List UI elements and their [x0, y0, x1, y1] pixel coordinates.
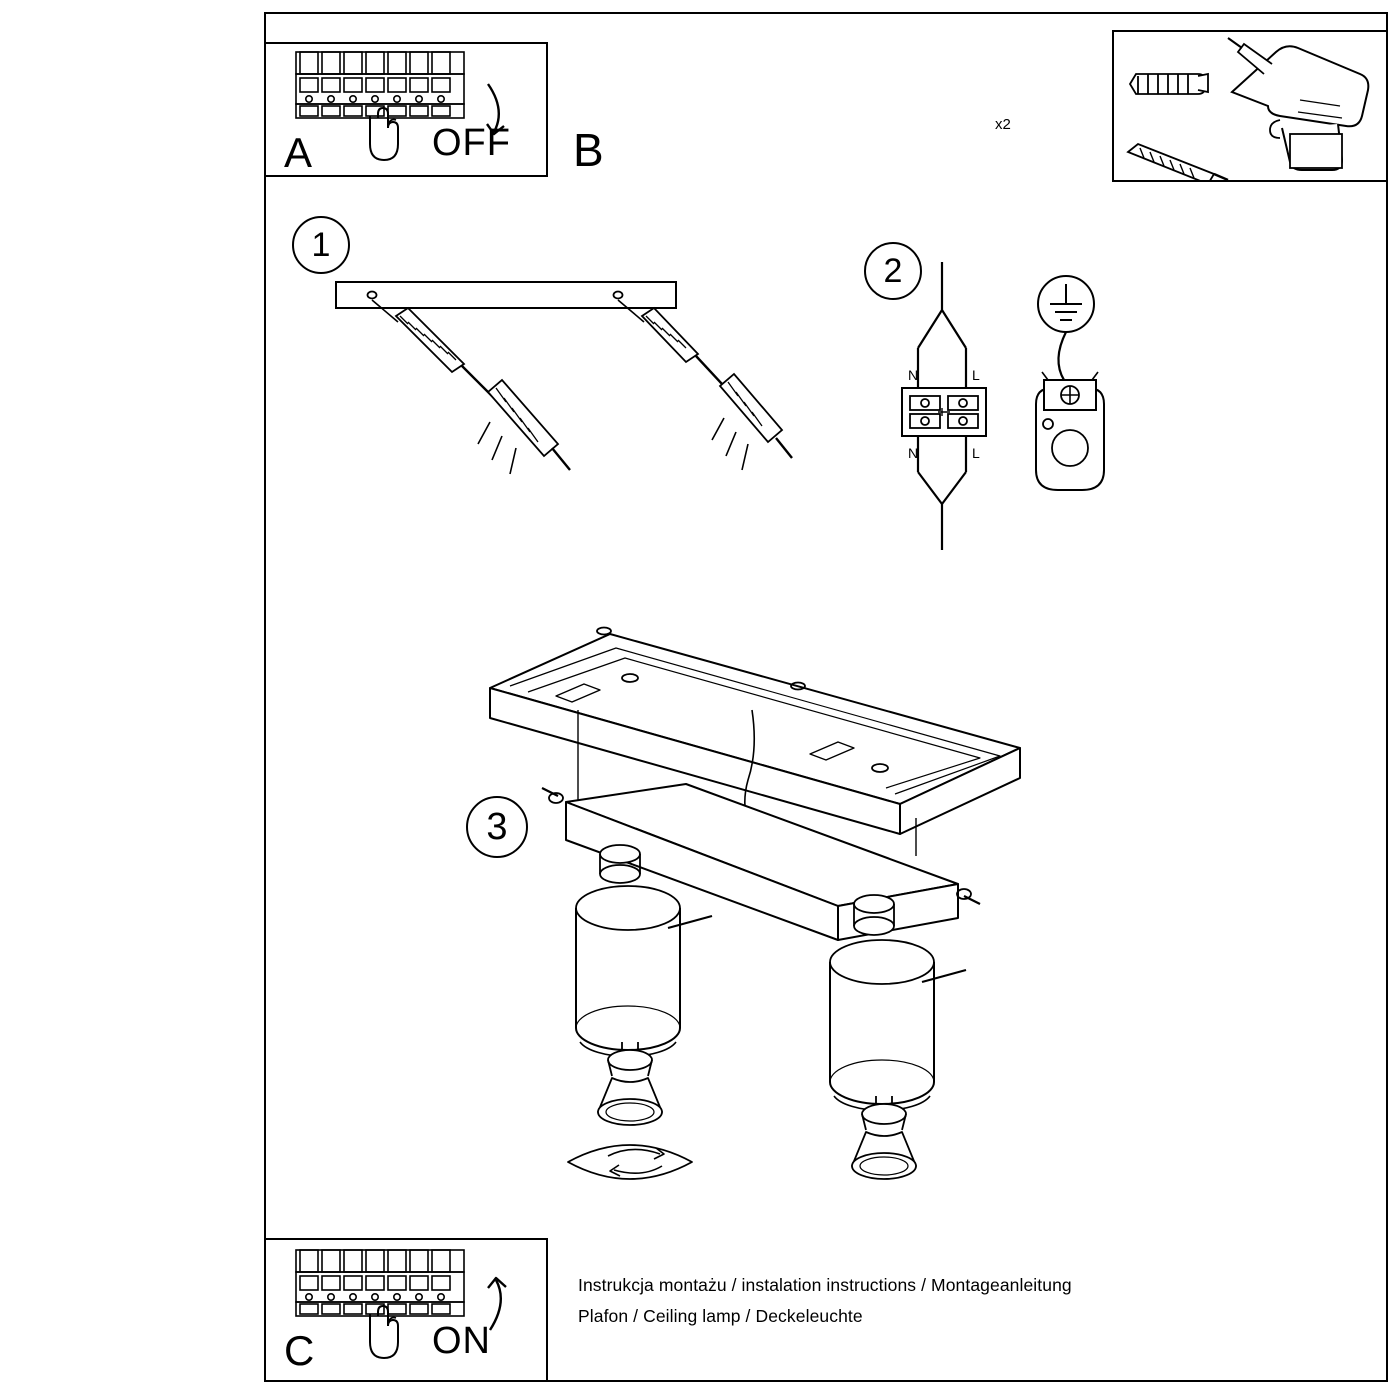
- caption-line-2: Plafon / Ceiling lamp / Deckeleuchte: [578, 1305, 863, 1326]
- step-b-letter: B: [573, 124, 604, 176]
- terminal-label-l-top: L: [972, 367, 980, 383]
- step-c-letter: C: [284, 1327, 315, 1374]
- terminal-label-l-bottom: L: [972, 445, 980, 461]
- step-3-number: 3: [466, 796, 528, 858]
- terminal-label-n-bottom: N: [908, 445, 919, 461]
- step-c-power-label: ON: [432, 1320, 491, 1362]
- step-2-number: 2: [864, 242, 922, 300]
- step-1-number: 1: [292, 216, 350, 274]
- step-a-power-label: OFF: [432, 122, 511, 164]
- step-b-tools-panel: [1112, 30, 1388, 182]
- step-b-quantity-label: x2: [995, 116, 1011, 133]
- step-3-illustration: [480, 618, 1050, 1238]
- caption-block: [578, 1270, 1072, 1331]
- caption-line-1: Instrukcja montażu / instalation instructions / Montageanleitung: [578, 1275, 1072, 1295]
- step-1-illustration: [320, 272, 840, 552]
- step-a-letter: A: [284, 129, 313, 176]
- step-2-illustration: [880, 252, 1140, 562]
- terminal-label-n-top: N: [908, 367, 919, 383]
- drill-and-fixings-icon: [1114, 32, 1386, 180]
